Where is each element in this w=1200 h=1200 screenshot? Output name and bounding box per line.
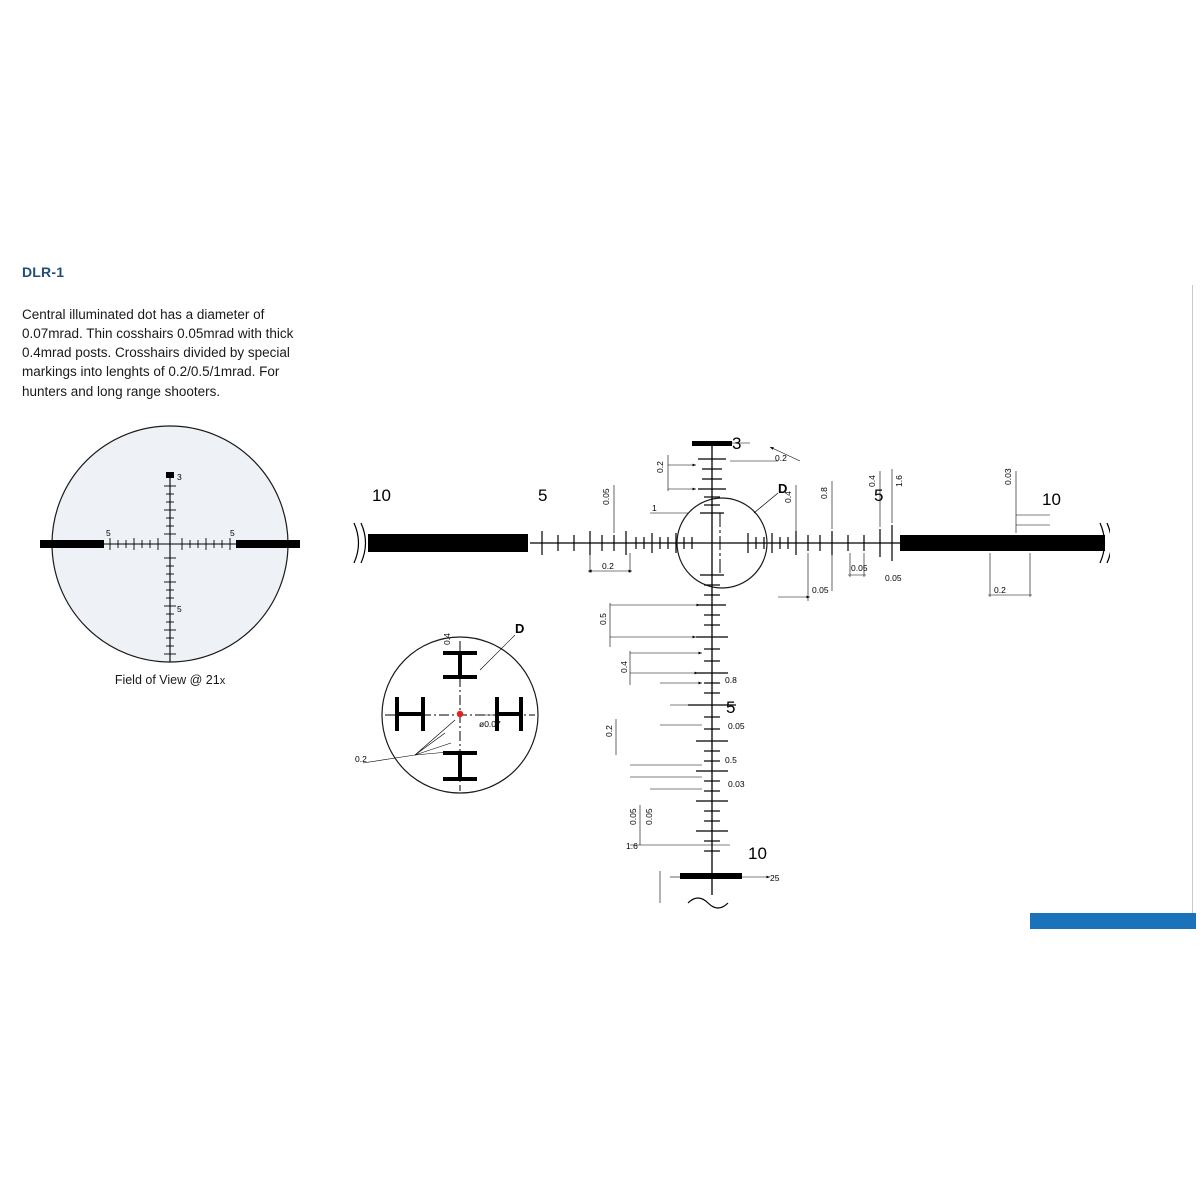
dim-0.05-v-c: 1.6 bbox=[626, 841, 638, 851]
dim-0.05-right-b: 0.05 bbox=[885, 573, 902, 583]
dim-0.4-top: 0.2 bbox=[775, 453, 787, 463]
detail-dim-0.2: 0.2 bbox=[355, 754, 367, 764]
dim-right-10: 10 bbox=[1042, 490, 1061, 509]
fov-caption-text: Field of View @ 21 bbox=[114, 673, 220, 687]
fov-caption bbox=[60, 673, 280, 687]
dim-left-5: 5 bbox=[538, 486, 548, 505]
dim-0.5-v-b: 0.03 bbox=[728, 779, 745, 789]
footer-accent-bar bbox=[1030, 913, 1196, 929]
fov-label-left: 5 bbox=[106, 528, 111, 538]
dim-0.5-v: 0.4 bbox=[619, 661, 629, 673]
dim-top-3: 3 bbox=[732, 434, 742, 453]
page-divider bbox=[1192, 285, 1193, 920]
left-post bbox=[368, 534, 528, 552]
dim-0.05-v-a: 0.2 bbox=[604, 725, 614, 737]
dim-0.4-right-a: 0.8 bbox=[819, 487, 829, 499]
dim-0.2-v-b: 0.5 bbox=[725, 755, 737, 765]
dim-0.2-v: 0.5 bbox=[598, 613, 608, 625]
dim-0.05-right-c: 0.2 bbox=[994, 585, 1006, 595]
right-post bbox=[900, 535, 1105, 551]
dim-bottom-10: 10 bbox=[748, 844, 767, 863]
dim-1.6-bottom: 25 bbox=[770, 873, 780, 883]
dim-0.05-left: 0.05 bbox=[601, 488, 611, 505]
page-title: DLR-1 bbox=[22, 264, 65, 280]
dim-0.05-right-a: 0.05 bbox=[851, 563, 868, 573]
fov-label-top: 3 bbox=[177, 472, 182, 482]
dim-mid-5: 5 bbox=[726, 698, 736, 717]
detail-dim-dot-diameter: ø0.07 bbox=[479, 719, 501, 729]
dim-0.2-vtop: 0.2 bbox=[655, 461, 665, 473]
dim-0.03-right: 0.05 bbox=[812, 585, 829, 595]
dim-right-5: 5 bbox=[874, 486, 884, 505]
dim-0.8-right: 0.4 bbox=[867, 475, 877, 487]
fov-label-right: 5 bbox=[230, 528, 235, 538]
dim-0.03-v: 0.05 bbox=[628, 808, 638, 825]
dim-1.6-right: 0.03 bbox=[1003, 468, 1013, 485]
top-cap bbox=[692, 441, 732, 446]
field-of-view-diagram bbox=[40, 424, 300, 674]
detail-callout-letter: D bbox=[515, 621, 525, 636]
bottom-cap bbox=[680, 873, 742, 879]
dim-left-10: 10 bbox=[372, 486, 391, 505]
dim-0.4-right-b: 1.6 bbox=[894, 475, 904, 487]
dim-0.2-right: 0.4 bbox=[783, 491, 793, 503]
main-technical-drawing bbox=[330, 425, 1110, 945]
main-detail-letter: D bbox=[778, 481, 788, 496]
detail-dim-0.4: 0.4 bbox=[442, 633, 452, 645]
dim-1-left: 1 bbox=[652, 503, 657, 513]
fov-caption-sub: x bbox=[219, 675, 226, 687]
dim-0.05-v-b: 0.05 bbox=[644, 808, 654, 825]
dim-0.2-left: 0.2 bbox=[602, 561, 614, 571]
dim-0.4-v: 0.8 bbox=[725, 675, 737, 685]
dim-0.8-v: 0.05 bbox=[728, 721, 745, 731]
fov-label-bottom: 5 bbox=[177, 604, 182, 614]
page-description: Central illuminated dot has a diameter of 0.07mrad. Thin cosshairs 0.05mrad with thick 0.4mrad posts. Crosshairs divided by special markings into lenghts of 0.2/0.5/1mrad. For hunters and long range shooters. bbox=[22, 307, 294, 399]
